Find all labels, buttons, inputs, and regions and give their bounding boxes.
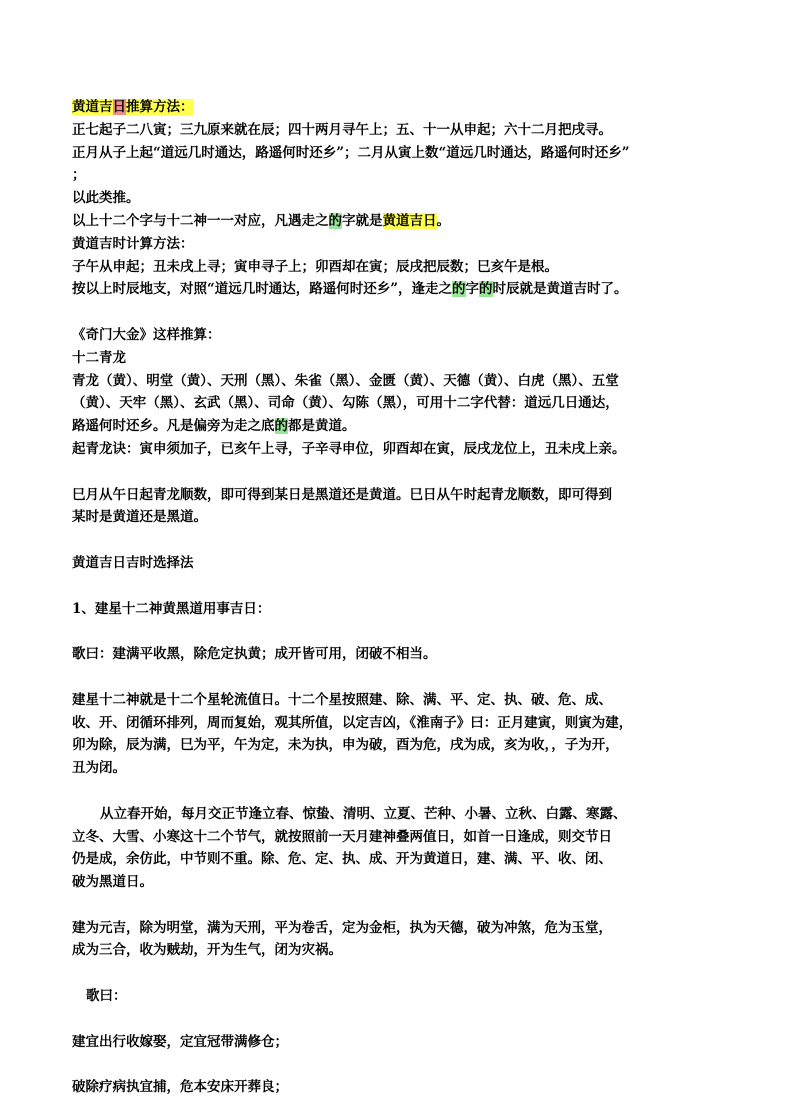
text-run: 以上十二个字与十二神一一对应，凡遇走之 <box>72 212 329 229</box>
paragraph-line: 从立春开始，每月交正节逢立春、惊蛰、清明、立夏、芒种、小暑、立秋、白露、寒露、 <box>100 805 627 822</box>
verse-heading: 歌曰： <box>86 988 127 1005</box>
heading-selection-method: 黄道吉日吉时选择法 <box>72 554 194 571</box>
highlight-green: 的 <box>452 281 466 298</box>
paragraph-line <box>72 415 724 438</box>
paragraph-line: 以此类推。 <box>72 190 140 207</box>
paragraph-line: 建为元吉，除为明堂，满为天刑，平为卷舌，定为金柜，执为天德，破为冲煞，危为玉堂， <box>72 919 612 936</box>
highlight-yellow: 推算方法： <box>126 99 194 115</box>
text-run: 路遥何时还乡。凡是偏旁为走之底 <box>72 418 275 435</box>
blank-line <box>72 620 724 643</box>
heading-section-1: 1、建星十二神黄黑道用事吉日： <box>72 600 271 617</box>
text-run: 按以上时辰地支，对照“道远几时通达，路遥何时还乡”，逢走之 <box>72 281 453 298</box>
heading-qimen-dajin: 《奇门大金》这样推算： <box>72 326 221 343</box>
highlight-green: 的 <box>274 418 288 435</box>
highlight-red: 日 <box>112 99 126 115</box>
blank-line <box>72 1053 724 1076</box>
blank-line <box>72 575 724 598</box>
text-run: 字就是 <box>342 212 383 229</box>
paragraph-line: 仍是成，余仿此，中节则不重。除、危、定、执、成、开为黄道日，建、满、平、收、闭、 <box>72 851 612 868</box>
blank-line <box>72 529 724 552</box>
verse-line: 歌曰：建满平收黑，除危定执黄；成开皆可用，闭破不相当。 <box>72 646 437 663</box>
heading-auspicious-hour-method: 黄道吉时计算方法： <box>72 235 194 252</box>
text-run: 时辰就是黄道吉时了。 <box>492 281 628 298</box>
blank-line <box>72 301 724 324</box>
highlight-green: 的 <box>328 212 342 229</box>
blank-line <box>72 666 724 689</box>
paragraph-line: 正七起子二八寅；三九原来就在辰；四十两月寻午上；五、十一从申起；六十二月把戌寻。 <box>72 121 612 138</box>
paragraph-line: 卯为除，辰为满，巳为平，午为定，未为执，申为破，酉为危，戌为成，亥为收，，子为开， <box>72 737 619 754</box>
highlight-green: 的 <box>479 281 493 298</box>
paragraph-line: （黄）、天牢（黑）、玄武（黑）、司命（黄）、勾陈（黑），可用十二字代替：道远几日通达， <box>72 395 619 412</box>
paragraph-line: 子午从申起；丑未戌上寻；寅申寻子上；卯酉却在寅；辰戌把辰数；巳亥午是根。 <box>72 258 558 275</box>
paragraph-line: 建星十二神就是十二个星轮流值日。十二个星按照建、除、满、平、定、执、破、危、成、 <box>72 691 612 708</box>
heading-twelve-dragons: 十二青龙 <box>72 349 126 366</box>
paragraph-line: 立冬、大雪、小寒这十二个节气，就按照前一天月建神叠两值日，如首一日逢成，则交节日 <box>72 828 612 845</box>
paragraph-line: 正月从子上起“道远几时通达，路遥何时还乡”；二月从寅上数“道远几时通达，路遥何时还乡” <box>72 144 630 161</box>
paragraph-line: 巳月从午日起青龙顺数，即可得到某日是黑道还是黄道。巳日从午时起青龙顺数，即可得到 <box>72 486 612 503</box>
paragraph-line: 某时是黄道还是黑道。 <box>72 509 207 526</box>
text-run: 字 <box>465 281 480 298</box>
paragraph-line: 成为三合，收为贼劫，开为生气，闭为灾祸。 <box>72 942 342 959</box>
paragraph-line: 收、开、闭循环排列，周而复始，观其所值，以定吉凶，《淮南子》曰：正月建寅，则寅为建， <box>72 714 633 731</box>
highlight-yellow: 黄道吉 <box>72 99 113 115</box>
document-body <box>72 96 724 1099</box>
text-run: 都是黄道。 <box>288 418 356 435</box>
text-run: 。 <box>436 212 450 229</box>
blank-line <box>72 461 724 484</box>
paragraph-line: ； <box>72 167 86 184</box>
paragraph-line <box>72 278 724 301</box>
paragraph-line: 起青龙诀：寅申须加子，已亥午上寻，子辛寻申位，卯酉却在寅，辰戌龙位上，丑未戌上亲。 <box>72 440 626 457</box>
blank-line <box>72 962 724 985</box>
heading-auspicious-day-method <box>72 96 724 119</box>
blank-line <box>72 894 724 917</box>
paragraph-line: 丑为闭。 <box>72 760 126 777</box>
blank-line <box>72 780 724 803</box>
paragraph-line: 青龙（黄）、明堂（黄）、天刑（黑）、朱雀（黑）、金匮（黄）、天德（黄）、白虎（黑）、五堂 <box>72 372 619 389</box>
paragraph-line: 破为黑道日。 <box>72 874 153 891</box>
verse-line: 建宜出行收嫁娶，定宜冠带满修仓； <box>72 1033 288 1050</box>
verse-line: 破除疗病执宜捕，危本安床开葬良； <box>72 1079 288 1096</box>
paragraph-line <box>72 210 724 233</box>
highlight-yellow: 黄道吉日 <box>382 212 437 229</box>
blank-line <box>72 1008 724 1031</box>
